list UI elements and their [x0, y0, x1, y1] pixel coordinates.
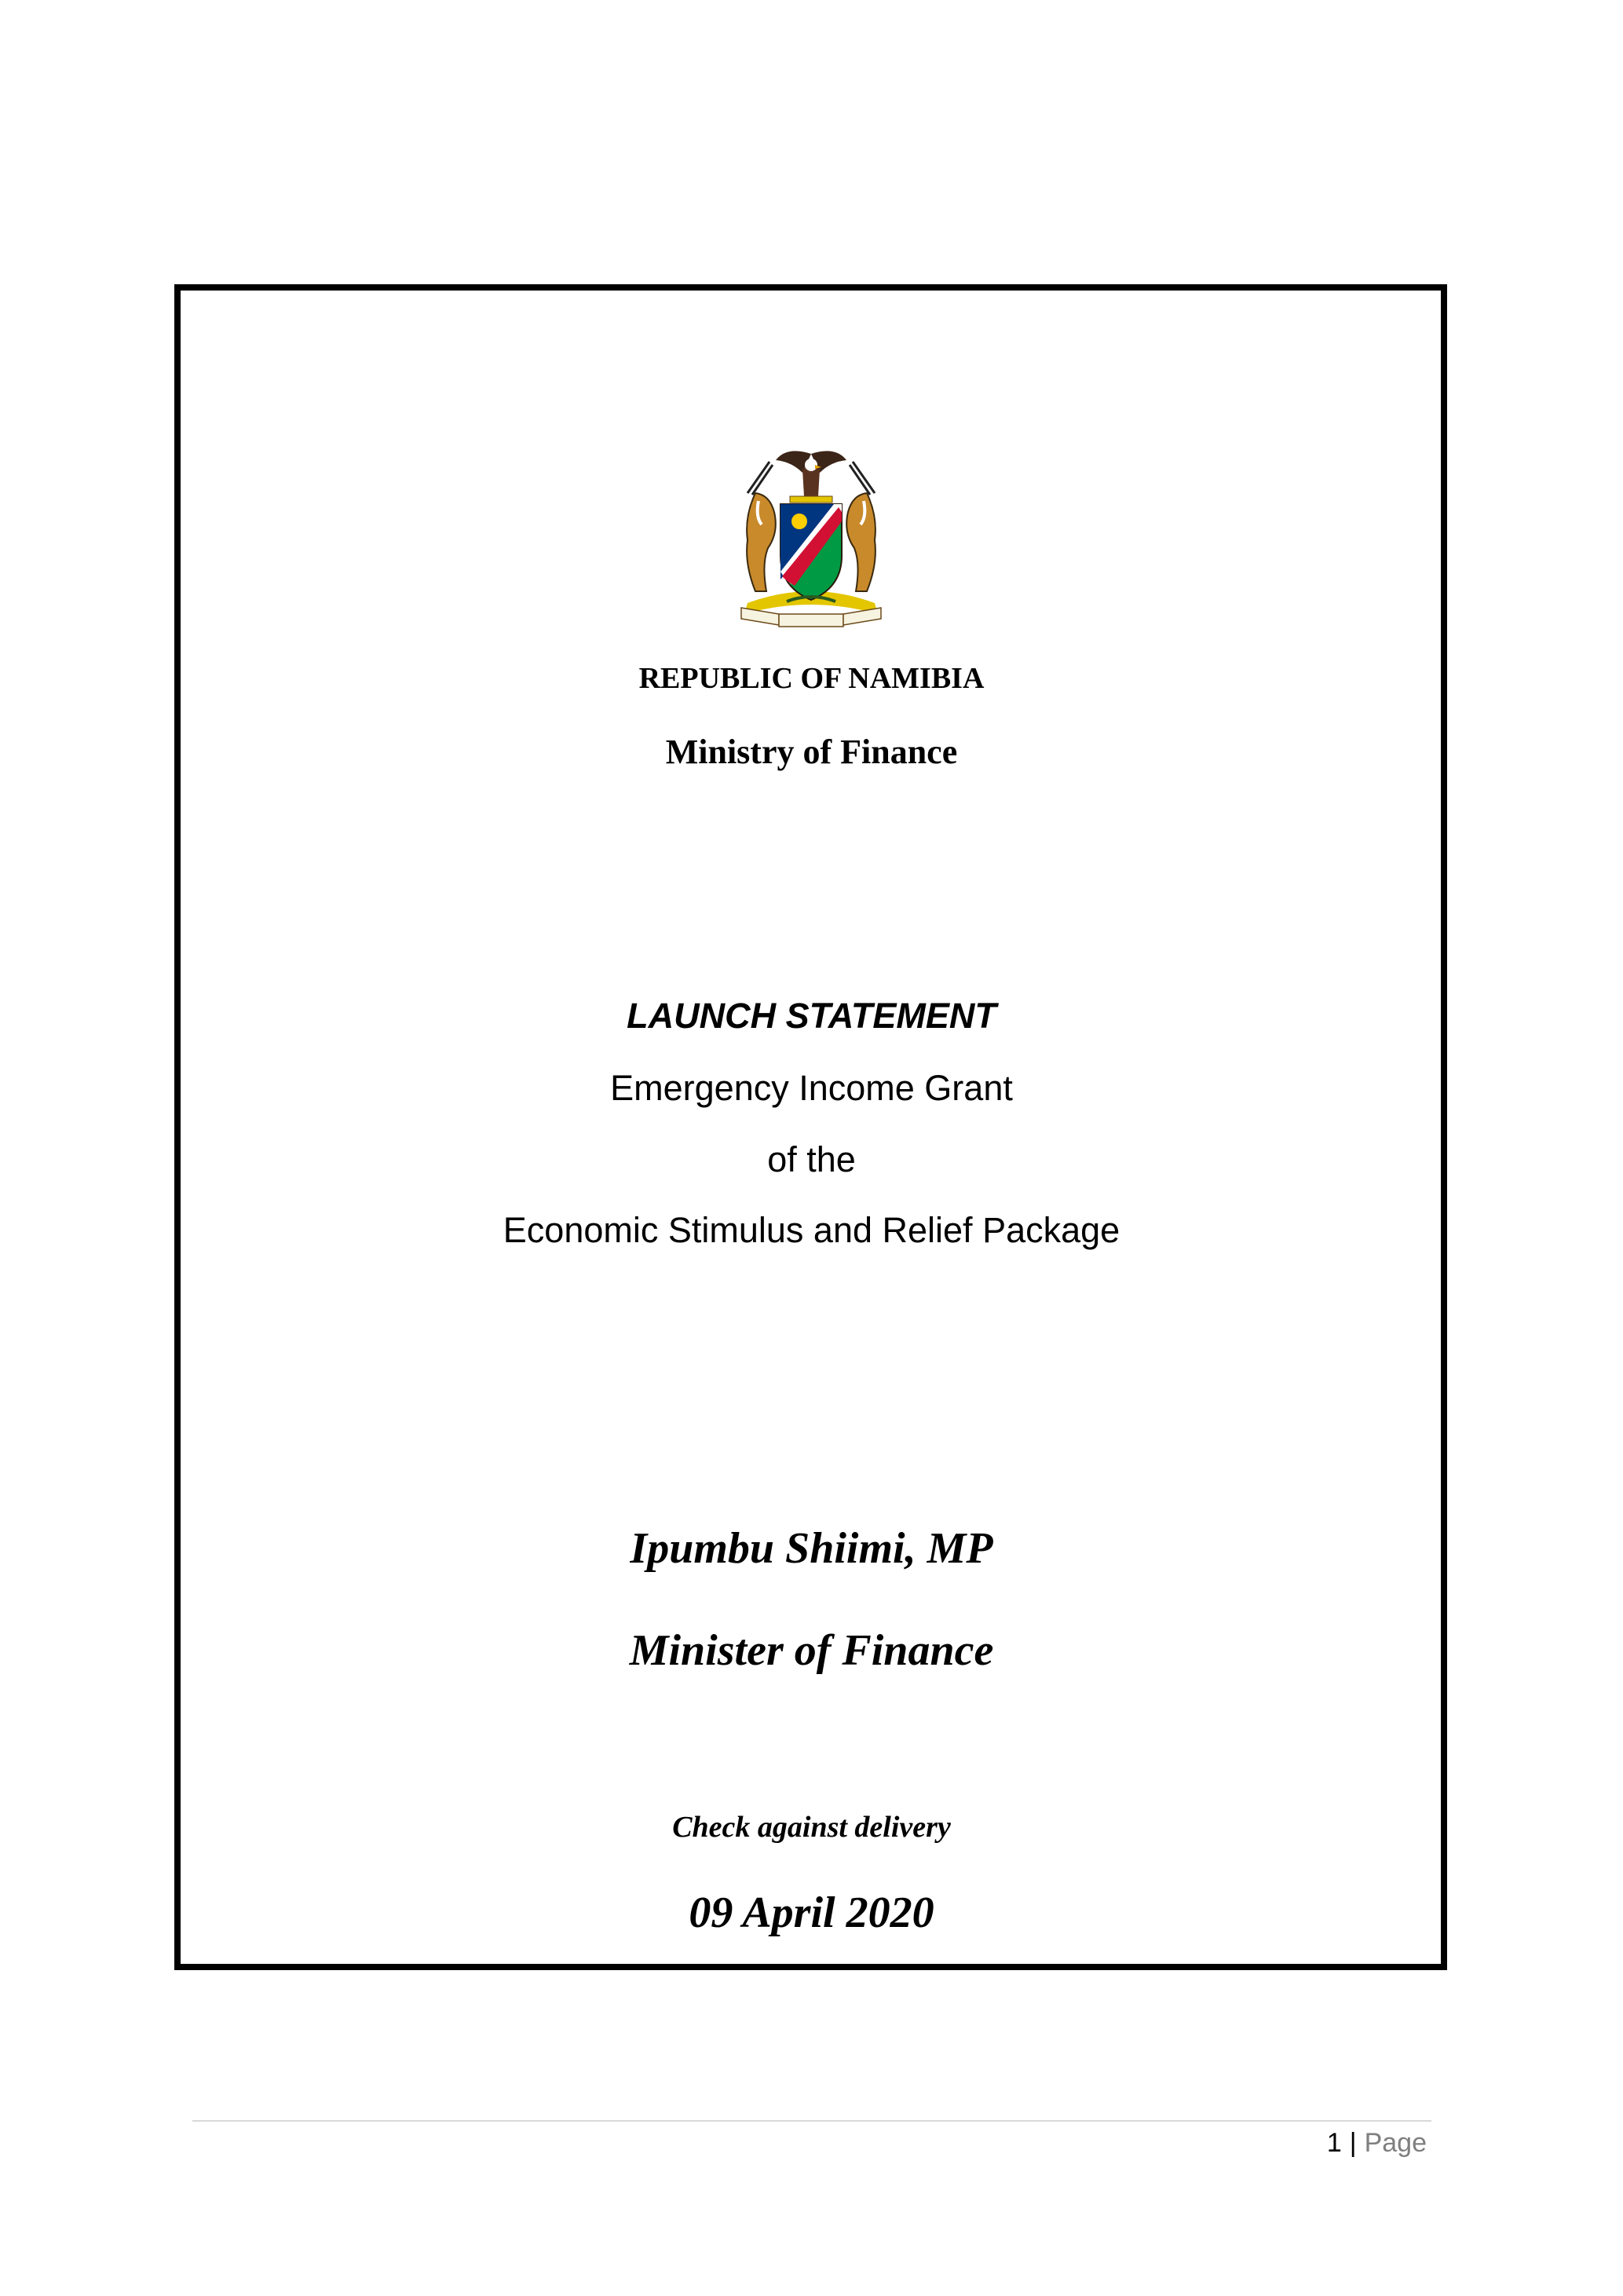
- delivery-note: Check against delivery: [672, 1811, 951, 1844]
- speaker-title: Minister of Finance: [629, 1626, 994, 1675]
- statement-title-line-1: Emergency Income Grant: [610, 1068, 1013, 1108]
- footer-separator: |: [1349, 2128, 1357, 2158]
- speaker-name: Ipumbu Shiimi, MP: [630, 1524, 993, 1573]
- page-number: 1: [1326, 2128, 1342, 2158]
- footer-divider: [192, 2120, 1431, 2122]
- statement-title-line-2: of the: [767, 1139, 856, 1179]
- statement-title-line-3: Economic Stimulus and Relief Package: [503, 1210, 1120, 1250]
- page-footer: [1327, 2128, 1427, 2159]
- statement-type: LAUNCH STATEMENT: [627, 996, 996, 1036]
- page-label: Page: [1364, 2128, 1427, 2158]
- ministry-heading: Ministry of Finance: [665, 733, 958, 771]
- namibia-coat-of-arms-icon: [724, 446, 898, 630]
- statement-date: 09 April 2020: [689, 1888, 934, 1937]
- country-heading: REPUBLIC OF NAMIBIA: [638, 662, 985, 695]
